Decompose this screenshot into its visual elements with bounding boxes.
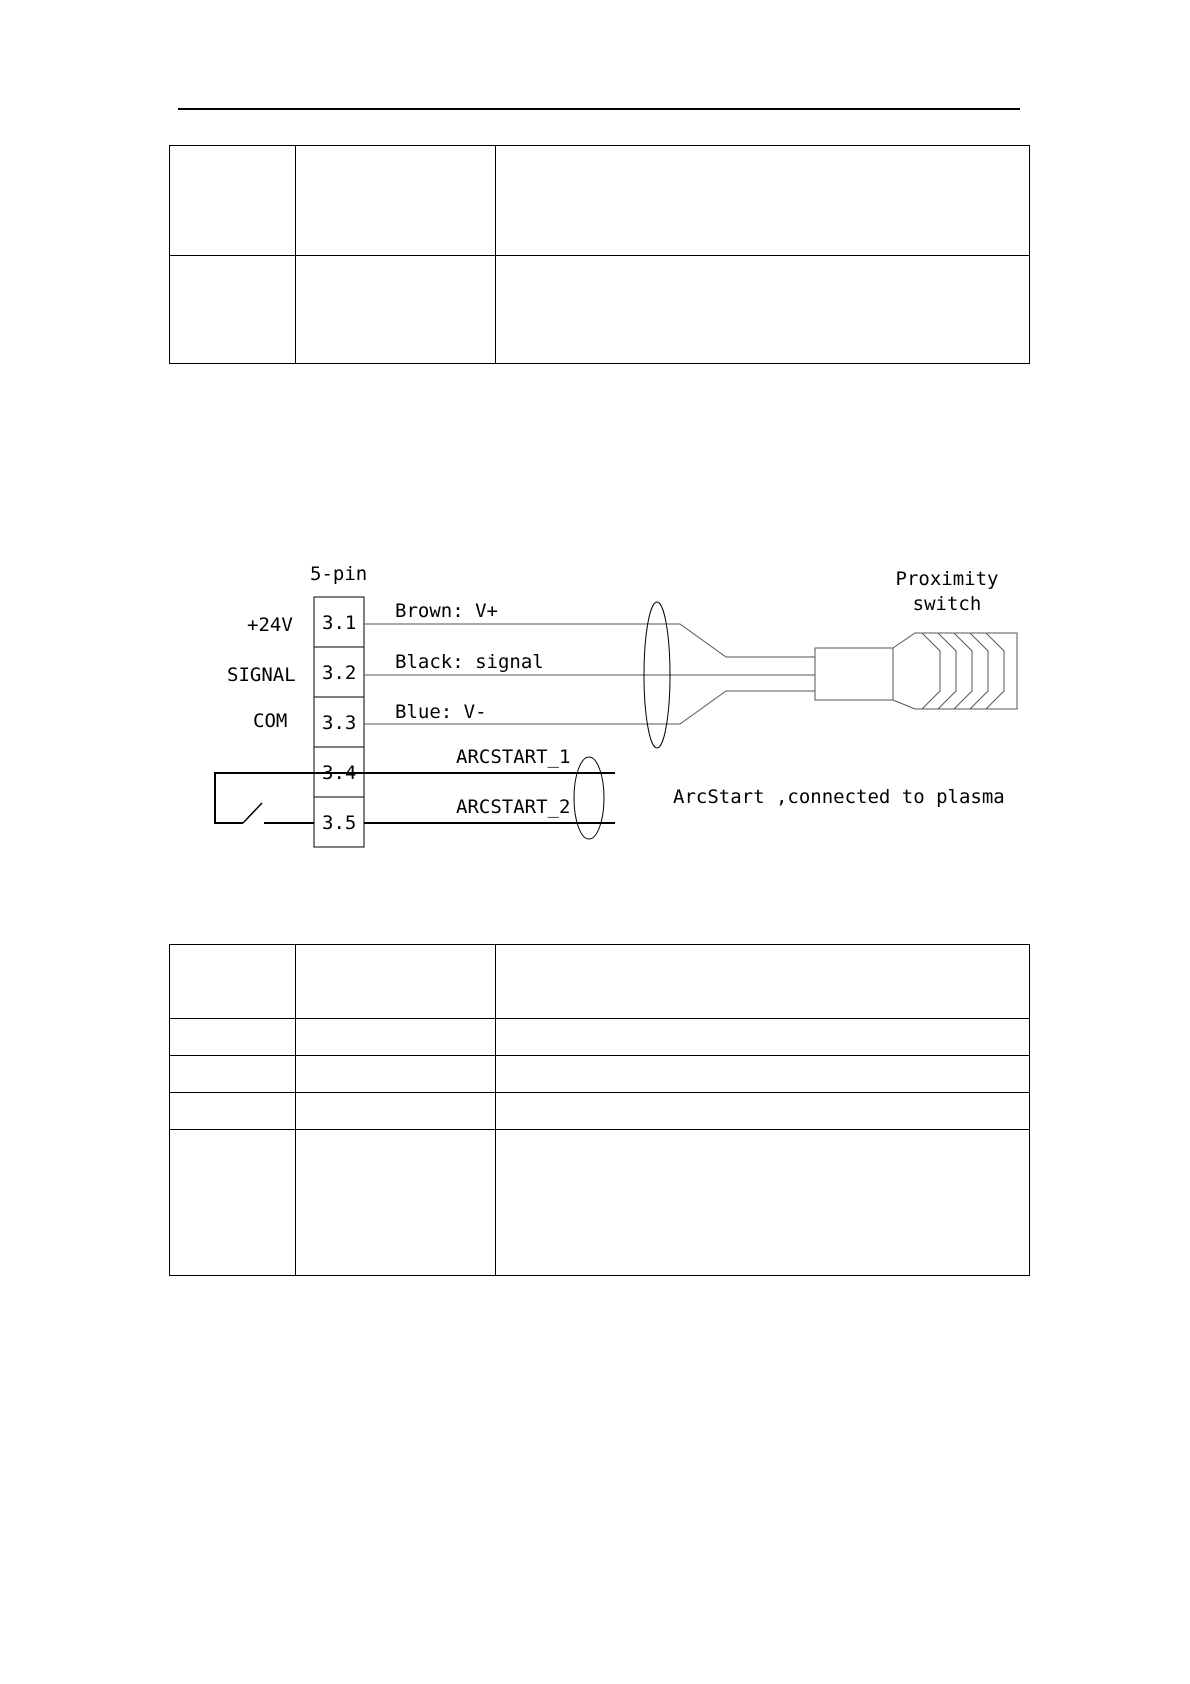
table-row — [170, 1093, 1030, 1130]
table-cell — [170, 1130, 296, 1276]
signal-label-signal: SIGNAL — [227, 664, 296, 686]
switch-ridge — [986, 633, 1004, 709]
table-cell — [296, 945, 496, 1019]
switch-ridge — [970, 633, 988, 709]
proximity-label: switch — [912, 593, 982, 615]
table-cell — [296, 1130, 496, 1276]
switch-ridge — [922, 633, 940, 709]
table-cell — [296, 1093, 496, 1130]
wire-label-black: Black: signal — [395, 651, 544, 673]
table-row — [170, 1056, 1030, 1093]
pin-label: 3.5 — [322, 812, 357, 834]
table-cell — [170, 1093, 296, 1130]
pin-label: 3.1 — [322, 612, 357, 634]
table-cell — [496, 1019, 1030, 1056]
table-row — [170, 945, 1030, 1019]
table-cell — [496, 1056, 1030, 1093]
pin-label: 3.2 — [322, 662, 357, 684]
arcstart-label-2: ARCSTART_2 — [456, 796, 571, 818]
switch-ridge — [954, 633, 972, 709]
table-cell — [496, 1130, 1030, 1276]
wire-label-brown: Brown: V+ — [395, 600, 498, 622]
table-cell — [170, 945, 296, 1019]
arcstart-note: ArcStart ,connected to plasma — [673, 786, 1005, 808]
arcstart-shield-ellipse — [574, 757, 604, 839]
proximity-label: Proximity — [895, 568, 999, 590]
proximity-switch — [815, 633, 1017, 709]
switch-contact — [243, 803, 262, 823]
empty-table-bottom — [169, 944, 1030, 1276]
signal-label-com: COM — [253, 710, 288, 732]
table-cell — [296, 1019, 496, 1056]
switch-head — [893, 633, 1017, 709]
table-cell — [496, 1093, 1030, 1130]
table-cell — [496, 945, 1030, 1019]
connector-label: 5-pin — [310, 563, 368, 585]
switch-body — [815, 648, 893, 700]
pin-label: 3.4 — [322, 762, 357, 784]
table-row — [170, 1019, 1030, 1056]
pin-label: 3.3 — [322, 712, 357, 734]
table-cell — [170, 1019, 296, 1056]
arcstart-label-1: ARCSTART_1 — [456, 746, 571, 768]
signal-label-24v: +24V — [247, 614, 293, 636]
switch-ridge — [938, 633, 956, 709]
table-row — [170, 1130, 1030, 1276]
wire-label-blue: Blue: V- — [395, 701, 487, 723]
table-cell — [170, 1056, 296, 1093]
table-cell — [296, 1056, 496, 1093]
